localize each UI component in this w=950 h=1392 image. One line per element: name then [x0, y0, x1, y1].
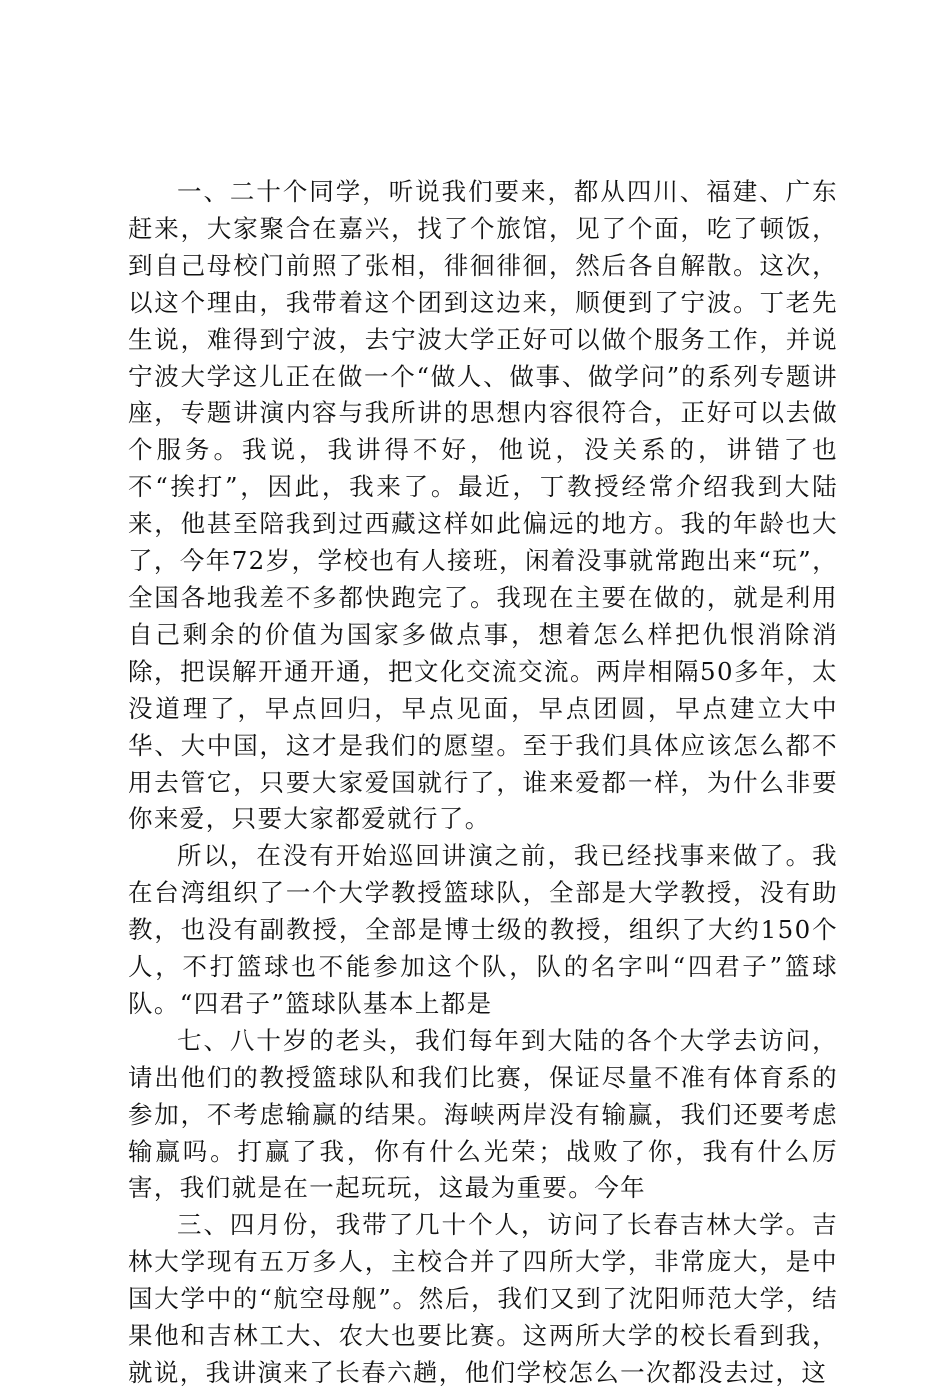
paragraph-2: 所以，在没有开始巡回讲演之前，我已经找事来做了。我在台湾组织了一个大学教授篮球队，全部是大学教授，没有助教，也没有副教授，全部是博士级的教授，组织了大约150个人，不打篮球也不能参加这个队，队的名字叫“四君子”篮球队。“四君子”篮球队基本上都是: [128, 841, 838, 1018]
paragraph-4: 三、四月份，我带了几十个人，访问了长春吉林大学。吉林大学现有五万多人，主校合并了四所大学，非常庞大，是中国大学中的“航空母舰”。然后，我们又到了沈阳师范大学，结果他和吉林工大、农大也要比赛。这两所大学的校长看到我，就说，我讲演来了长春六趟，他们学校怎么一次都没去过，这: [128, 1210, 838, 1387]
paragraph-3: 七、八十岁的老头，我们每年到大陆的各个大学去访问，请出他们的教授篮球队和我们比赛，保证尽量不准有体育系的参加，不考虑输赢的结果。海峡两岸没有输赢，我们还要考虑输赢吗。打赢了我，你有什么光荣；战败了你，我有什么厉害，我们就是在一起玩玩，这最为重要。今年: [128, 1025, 838, 1203]
document-body: [128, 174, 838, 1392]
paragraph-1: 一、二十个同学，听说我们要来，都从四川、福建、广东赶来，大家聚合在嘉兴，找了个旅馆，见了个面，吃了顿饭，到自己母校门前照了张相，徘徊徘徊，然后各自解散。这次，以这个理由，我带着这个团到这边来，顺便到了宁波。丁老先生说，难得到宁波，去宁波大学正好可以做个服务工作，并说宁波大学这儿正在做一个“做人、做事、做学问”的系列专题讲座，专题讲演内容与我所讲的思想内容很符合，正好可以去做个服务。我说，我讲得不好，他说，没关系的，讲错了也不“挨打”，因此，我来了。最近，丁教授经常介绍我到大陆来，他甚至陪我到过西藏这样如此偏远的地方。我的年龄也大了，今年72岁，学校也有人接班，闲着没事就常跑出来“玩”，全国各地我差不多都快跑完了。我现在主要在做的，就是利用自己剩余的价值为国家多做点事，想着怎么样把仇恨消除消除，把误解开通开通，把文化交流交流。两岸相隔50多年，太没道理了，早点回归，早点见面，早点团圆，早点建立大中华、大中国，这才是我们的愿望。至于我们具体应该怎么都不用去管它，只要大家爱国就行了，谁来爱都一样，为什么非要你来爱，只要大家都爱就行了。: [128, 177, 838, 834]
